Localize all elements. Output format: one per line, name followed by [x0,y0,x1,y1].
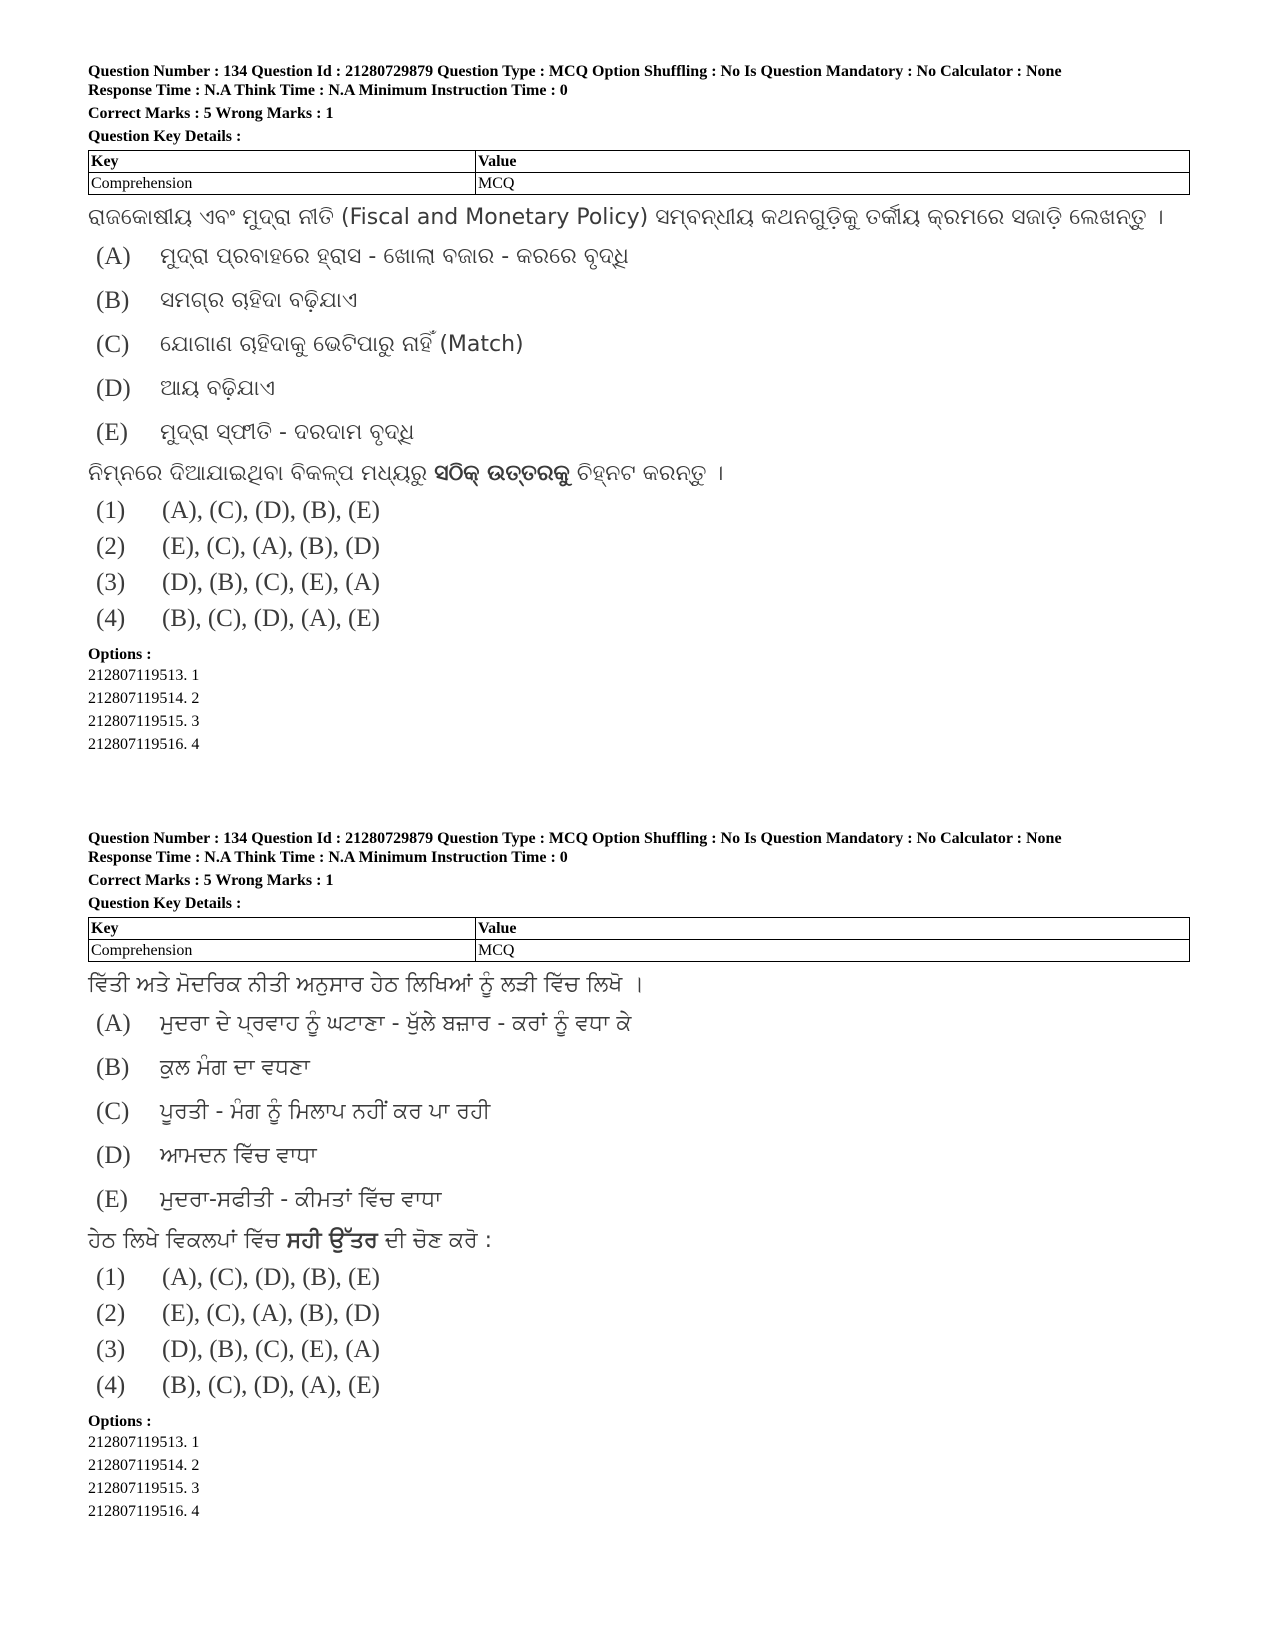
answer-text: (A), (C), (D), (B), (E) [162,497,380,524]
statement-label: (A) [96,243,131,270]
answer-text: (A), (C), (D), (B), (E) [162,1264,380,1291]
statement-b [88,279,1188,323]
instruction-text: ਹੇਠ ਲਿਖੇ ਵਿਕਲਪਾਂ ਵਿੱਚ [88,1228,287,1253]
marks-line: Correct Marks : 5 Wrong Marks : 1 [88,872,334,889]
statement-c [88,1090,1188,1134]
statement-label: (C) [96,331,130,358]
key-details-label: Question Key Details : [88,128,242,145]
option-item: 212807119514. 2 [88,1457,200,1474]
option-item: 212807119516. 4 [88,1503,200,1520]
statement-text: ଯୋଗାଣ ଚାହିଦାକୁ ଭେଟିପାରୁ ନାହିଁ (Match) [160,332,524,357]
instruction-text-end: ଚିହ୍ନଟ କରନ୍ତୁ । [569,461,724,486]
answer-choice-3 [88,1332,1188,1368]
instruction-text-end: ਦੀ ਚੋਣ ਕਰੋ : [377,1228,493,1253]
question-title: ରାଜକୋଷୀୟ ଏବଂ ମୁଦ୍ରା ନୀତି (Fiscal and Monetary Policy) ସମ୍ବନ୍ଧୀୟ କଥନଗୁଡ଼ିକୁ ତର୍କୀୟ କ୍ରମରେ ସଜାଡ଼ି ଲେଖନ୍ତୁ । [88,205,1164,230]
option-item: 212807119515. 3 [88,1480,200,1497]
options-label: Options : [88,1413,152,1430]
answer-number: (4) [96,605,126,632]
statement-text: ਆਮਦਨ ਵਿੱਚ ਵਾਧਾ [160,1143,317,1168]
option-item: 212807119514. 2 [88,690,200,707]
statement-a [88,235,1188,279]
answer-number: (2) [96,1300,126,1327]
statement-text: ସମଗ୍ର ଚାହିଦା ବଢ଼ିଯାଏ [160,288,358,313]
question-block-2 [88,829,1188,1523]
question-block-1 [88,62,1188,756]
statement-label: (D) [96,375,131,402]
statement-a [88,1002,1188,1046]
answer-choice-4 [88,1368,1188,1404]
statement-text: ମୁଦ୍ରା ପ୍ରବାହରେ ହ୍ରାସ - ଖୋଲା ବଜାର - କରରେ ବୃଦ୍ଧି [160,244,629,269]
question-time-line: Response Time : N.A Think Time : N.A Minimum Instruction Time : 0 [88,82,568,99]
answer-number: (3) [96,1336,126,1363]
answer-number: (2) [96,533,126,560]
table-header-row [89,918,1190,940]
answer-choice-2 [88,1296,1188,1332]
answer-instruction [88,1222,1188,1260]
option-item: 212807119516. 4 [88,736,200,753]
question-title: ਵਿੱਤੀ ਅਤੇ ਮੋਦਰਿਕ ਨੀਤੀ ਅਨੁਸਾਰ ਹੇਠ ਲਿਖਿਆਂ ਨੂੰ ਲੜੀ ਵਿੱਚ ਲਿਖੋ । [88,972,645,997]
statement-label: (B) [96,1054,130,1081]
question-image [88,201,1188,637]
table-header-row [89,151,1190,173]
answer-number: (4) [96,1372,126,1399]
marks-line: Correct Marks : 5 Wrong Marks : 1 [88,105,334,122]
key-details-label: Question Key Details : [88,895,242,912]
table-cell-value: MCQ [476,173,1190,195]
answer-text: (D), (B), (C), (E), (A) [162,1336,380,1363]
table-header-value: Value [476,918,1190,940]
option-item: 212807119515. 3 [88,713,200,730]
key-details-table [88,917,1190,962]
table-cell-key: Comprehension [89,173,476,195]
statement-e [88,1178,1188,1222]
statement-d [88,367,1188,411]
answer-text: (E), (C), (A), (B), (D) [162,533,380,560]
statement-label: (E) [96,1186,128,1213]
answer-number: (3) [96,569,126,596]
statement-label: (E) [96,419,128,446]
statement-label: (A) [96,1010,131,1037]
question-meta-line: Question Number : 134 Question Id : 21280729879 Question Type : MCQ Option Shuffling : No Is Question Mandatory : No Calculator : None [88,63,1062,80]
statement-label: (B) [96,287,130,314]
answer-number: (1) [96,497,126,524]
answer-instruction [88,455,1188,493]
statement-label: (C) [96,1098,130,1125]
table-header-value: Value [476,151,1190,173]
answer-choice-4 [88,601,1188,637]
statement-text: ਕੁਲ ਮੰਗ ਦਾ ਵਧਣਾ [160,1055,310,1080]
statement-e [88,411,1188,455]
statement-text: ਮੁਦਰਾ ਦੇ ਪ੍ਰਵਾਹ ਨੂੰ ਘਟਾਣਾ - ਖੁੱਲੇ ਬਜ਼ਾਰ - ਕਰਾਂ ਨੂੰ ਵਧਾ ਕੇ [160,1011,632,1036]
question-time-line: Response Time : N.A Think Time : N.A Minimum Instruction Time : 0 [88,849,568,866]
answer-choice-1 [88,1260,1188,1296]
answer-text: (D), (B), (C), (E), (A) [162,569,380,596]
answer-choice-2 [88,529,1188,565]
answer-text: (B), (C), (D), (A), (E) [162,605,380,632]
statement-text: ଆୟ ବଢ଼ିଯାଏ [160,376,275,401]
key-details-table [88,150,1190,195]
table-row [89,173,1190,195]
table-header-key: Key [89,151,476,173]
table-header-key: Key [89,918,476,940]
statement-b [88,1046,1188,1090]
option-item: 212807119513. 1 [88,1434,200,1451]
table-cell-key: Comprehension [89,940,476,962]
table-row [89,940,1190,962]
options-label: Options : [88,646,152,663]
statement-d [88,1134,1188,1178]
instruction-text: ନିମ୍ନରେ ଦିଆଯାଇଥିବା ବିକଳ୍ପ ମଧ୍ୟରୁ [88,461,435,486]
statement-label: (D) [96,1142,131,1169]
statement-c [88,323,1188,367]
instruction-bold-text: ସଠିକ୍ ଉତ୍ତରକୁ [434,461,570,486]
question-image [88,968,1188,1404]
answer-text: (E), (C), (A), (B), (D) [162,1300,380,1327]
question-meta-line: Question Number : 134 Question Id : 21280729879 Question Type : MCQ Option Shuffling : No Is Question Mandatory : No Calculator : None [88,830,1062,847]
answer-number: (1) [96,1264,126,1291]
statement-text: ମୁଦ୍ରା ସ୍ଫୀତି - ଦରଦାମ ବୃଦ୍ଧି [160,420,415,445]
answer-choice-1 [88,493,1188,529]
answer-choice-3 [88,565,1188,601]
option-item: 212807119513. 1 [88,667,200,684]
instruction-bold-text: ਸਹੀ ਉੱਤਰ [286,1228,378,1253]
statement-text: ਮੁਦਰਾ-ਸਫੀਤੀ - ਕੀਮਤਾਂ ਵਿੱਚ ਵਾਧਾ [160,1187,442,1212]
answer-text: (B), (C), (D), (A), (E) [162,1372,380,1399]
table-cell-value: MCQ [476,940,1190,962]
statement-text: ਪੂਰਤੀ - ਮੰਗ ਨੂੰ ਮਿਲਾਪ ਨਹੀਂ ਕਰ ਪਾ ਰਹੀ [160,1099,491,1124]
